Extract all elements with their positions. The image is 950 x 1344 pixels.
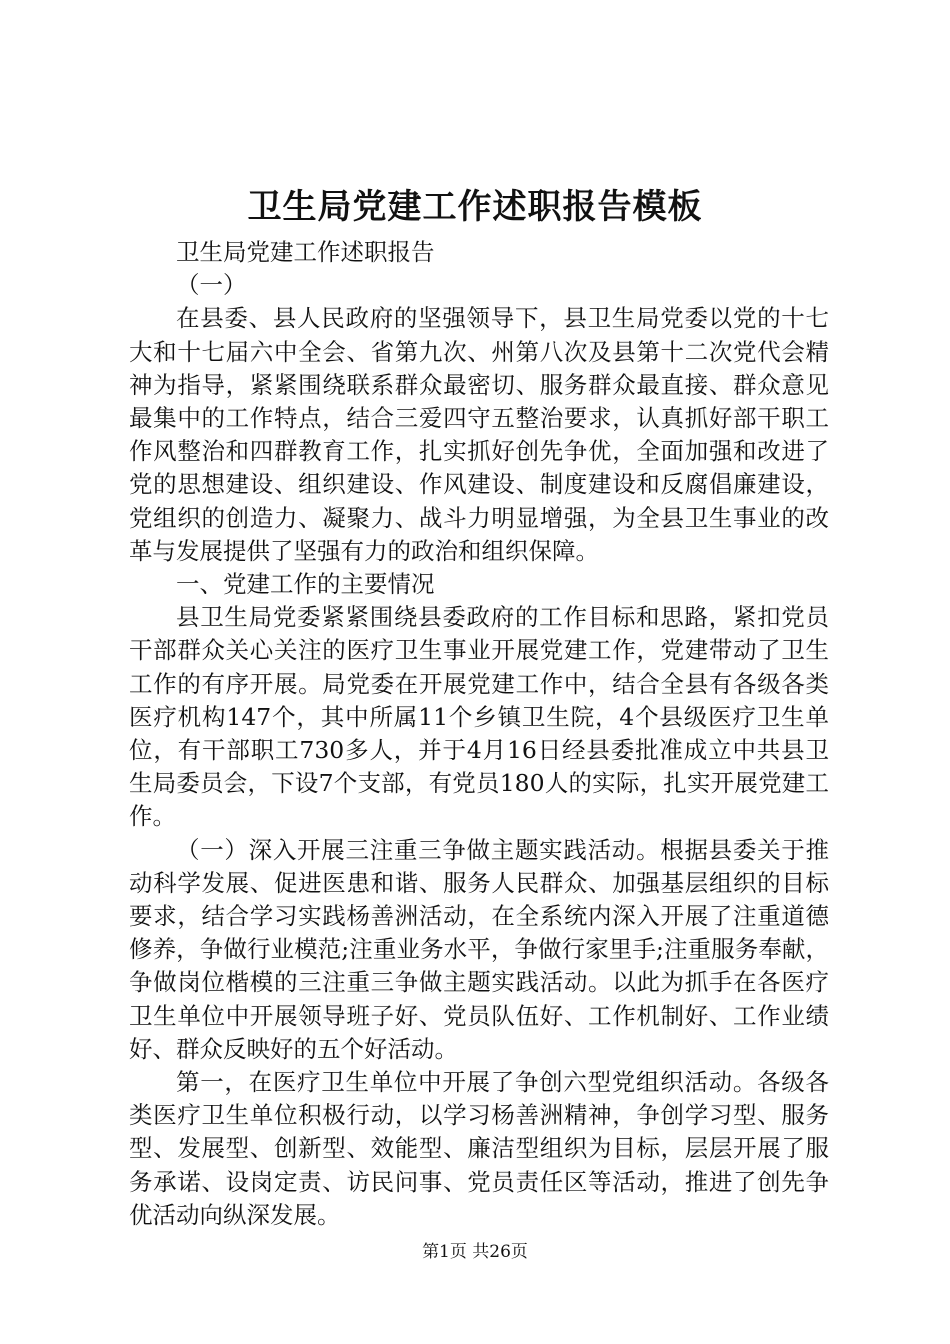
page-footer: 第1页 共26页 <box>422 1242 528 1262</box>
body-paragraph: （一）深入开展三注重三争做主题实践活动。根据县委关于推动科学发展、促进医患和谐、服务人民群众、加强基层组织的目标要求，结合学习实践杨善洲活动，在全系统内深入开展了注重道德修养，争做行业模范;注重业务水平，争做行家里手;注重服务奉献，争做岗位楷模的三注重三争做主题实践活动。以此为抓手在各医疗卫生单位中开展领导班子好、党员队伍好、工作机制好、工作业绩好、群众反映好的五个好活动。 <box>129 835 829 1063</box>
section-heading: 一、党建工作的主要情况 <box>176 570 435 599</box>
body-paragraph: 第一，在医疗卫生单位中开展了争创六型党组织活动。各级各类医疗卫生单位积极行动，以学习杨善洲精神，争创学习型、服务型、发展型、创新型、效能型、廉洁型组织为目标，层层开展了服务承诺、设岗定责、访民问事、党员责任区等活动，推进了创先争优活动向纵深发展。 <box>129 1068 829 1229</box>
document-body <box>129 236 829 1232</box>
section-marker-paragraph: （一） <box>176 271 247 300</box>
body-paragraph: 县卫生局党委紧紧围绕县委政府的工作目标和思路，紧扣党员干部群众关心关注的医疗卫生事业开展党建工作，党建带动了卫生工作的有序开展。局党委在开展党建工作中，结合全县有各级各类医疗机构147个，其中所属11个乡镇卫生院，4个县级医疗卫生单位，有干部职工730多人，并于4月16日经县委批准成立中共县卫生局委员会，下设7个支部，有党员180人的实际，扎实开展党建工作。 <box>129 603 829 831</box>
subtitle-paragraph: 卫生局党建工作述职报告 <box>176 238 435 266</box>
intro-paragraph: 在县委、县人民政府的坚强领导下，县卫生局党委以党的十七大和十七届六中全会、省第九次、州第八次及县第十二次党代会精神为指导，紧紧围绕联系群众最密切、服务群众最直接、群众意见最集中的工作特点，结合三爱四守五整治要求，认真抓好部干职工作风整治和四群教育工作，扎实抓好创先争优，全面加强和改进了党的思想建设、组织建设、作风建设、制度建设和反腐倡廉建设，党组织的创造力、凝聚力、战斗力明显增强，为全县卫生事业的改革与发展提供了坚强有力的政治和组织保障。 <box>129 304 829 565</box>
document-title: 卫生局党建工作述职报告模板 <box>247 187 703 227</box>
